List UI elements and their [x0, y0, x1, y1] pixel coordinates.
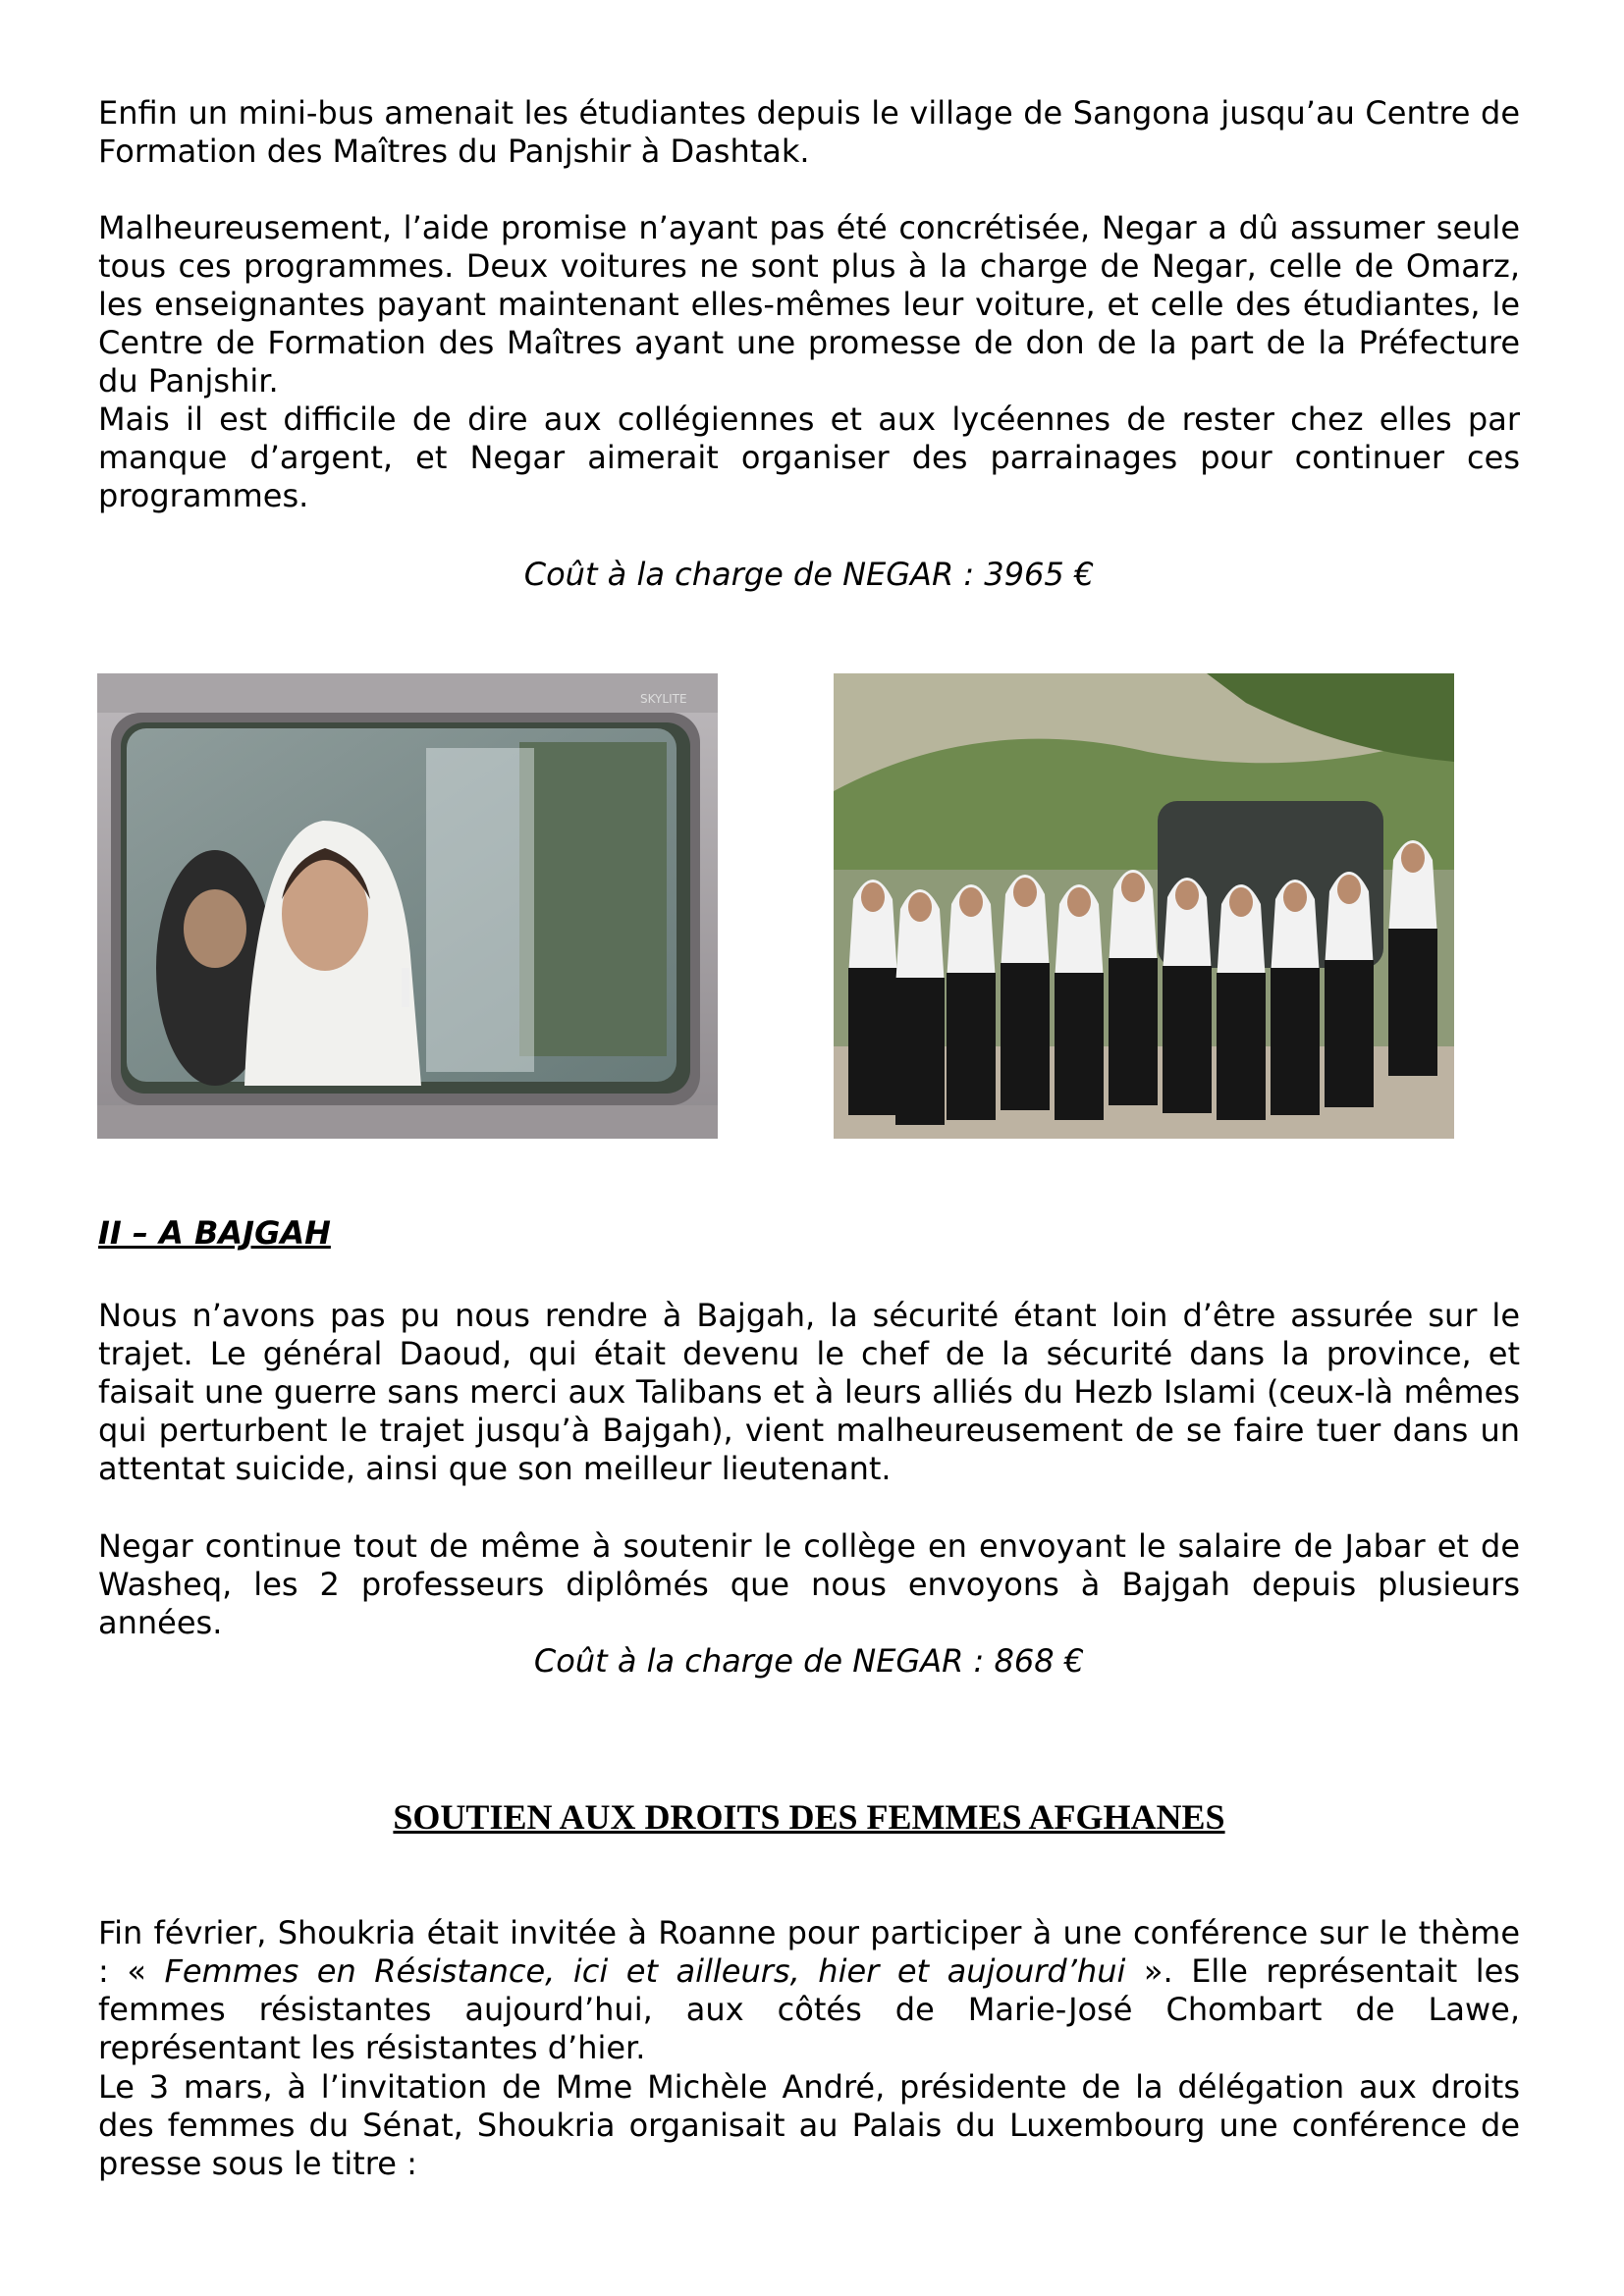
van-brand-text: SKYLITE: [640, 692, 687, 706]
photo-students-group: [834, 673, 1454, 1139]
photo-group-illustration: [834, 673, 1454, 1139]
paragraph-bajgah-security: Nous n’avons pas pu nous rendre à Bajgah, la sécurité étant loin d’être assurée sur le trajet. Le général Daoud, qui était devenu le chef de la sécurité dans la province, et faisait une guerre sans merci aux Talibans et à leurs alliés du Hezb Islami (ceux-là mêmes qui perturbent le trajet jusqu’à Bajgah), vient malheureusement de se faire tuer dans un attentat suicide, ainsi que son meilleur lieutenant.: [98, 1297, 1520, 1487]
cost-line-2: Coût à la charge de NEGAR : 868 €: [533, 1642, 1085, 1680]
roanne-text-before: Fin février, Shoukria était invitée à Roanne pour participer à une conférence sur le thème : «: [98, 1914, 1520, 1990]
roanne-text-after: ». Elle représentait les femmes résistantes aujourd’hui, aux côtés de Marie-José Chombart de Lawe, représentant les résistantes d’hier.: [98, 1952, 1521, 2066]
paragraph-senat: Le 3 mars, à l’invitation de Mme Michèle André, présidente de la délégation aux droits des femmes du Sénat, Shoukria organisait au Palais du Luxembourg une conférence de presse sous le titre :: [98, 2068, 1520, 2182]
conference-title: Femmes en Résistance, ici et ailleurs, hier et aujourd’hui: [164, 1952, 1126, 1990]
photo-minibus-illustration: [97, 673, 718, 1139]
photo-minibus-student: [97, 673, 718, 1139]
paragraph-roanne: [98, 1914, 1520, 2067]
paragraph-bajgah-salaries: Negar continue tout de même à soutenir le collège en envoyant le salaire de Jabar et de Washeq, les 2 professeurs diplômés que nous envoyons à Bajgah depuis plusieurs années.: [98, 1527, 1520, 1641]
section-heading-bajgah: II – A BAJGAH: [98, 1214, 331, 1252]
paragraph-minibus: Enfin un mini-bus amenait les étudiantes depuis le village de Sangona jusqu’au Centre de Formation des Maîtres du Panjshir à Dashtak.: [98, 94, 1520, 170]
paragraph-malheureusement: Malheureusement, l’aide promise n’ayant pas été concrétisée, Negar a dû assumer seule tous ces programmes. Deux voitures ne sont plus à la charge de Negar, celle de Omarz, les enseignantes payant maintenant elles-mêmes leur voiture, et celle des étudiantes, le Centre de Formation des Maîtres ayant une promesse de don de la part de la Préfecture du Panjshir. Mais il est difficile de dire aux collégiennes et aux lycéennes de rester chez elles par manque d’argent, et Negar aimerait organiser des parrainages pour continuer ces programmes.: [98, 209, 1520, 514]
section-heading-droits-femmes: SOUTIEN AUX DROITS DES FEMMES AFGHANES: [393, 1797, 1225, 1837]
cost-line-1: Coût à la charge de NEGAR : 3965 €: [523, 556, 1095, 593]
